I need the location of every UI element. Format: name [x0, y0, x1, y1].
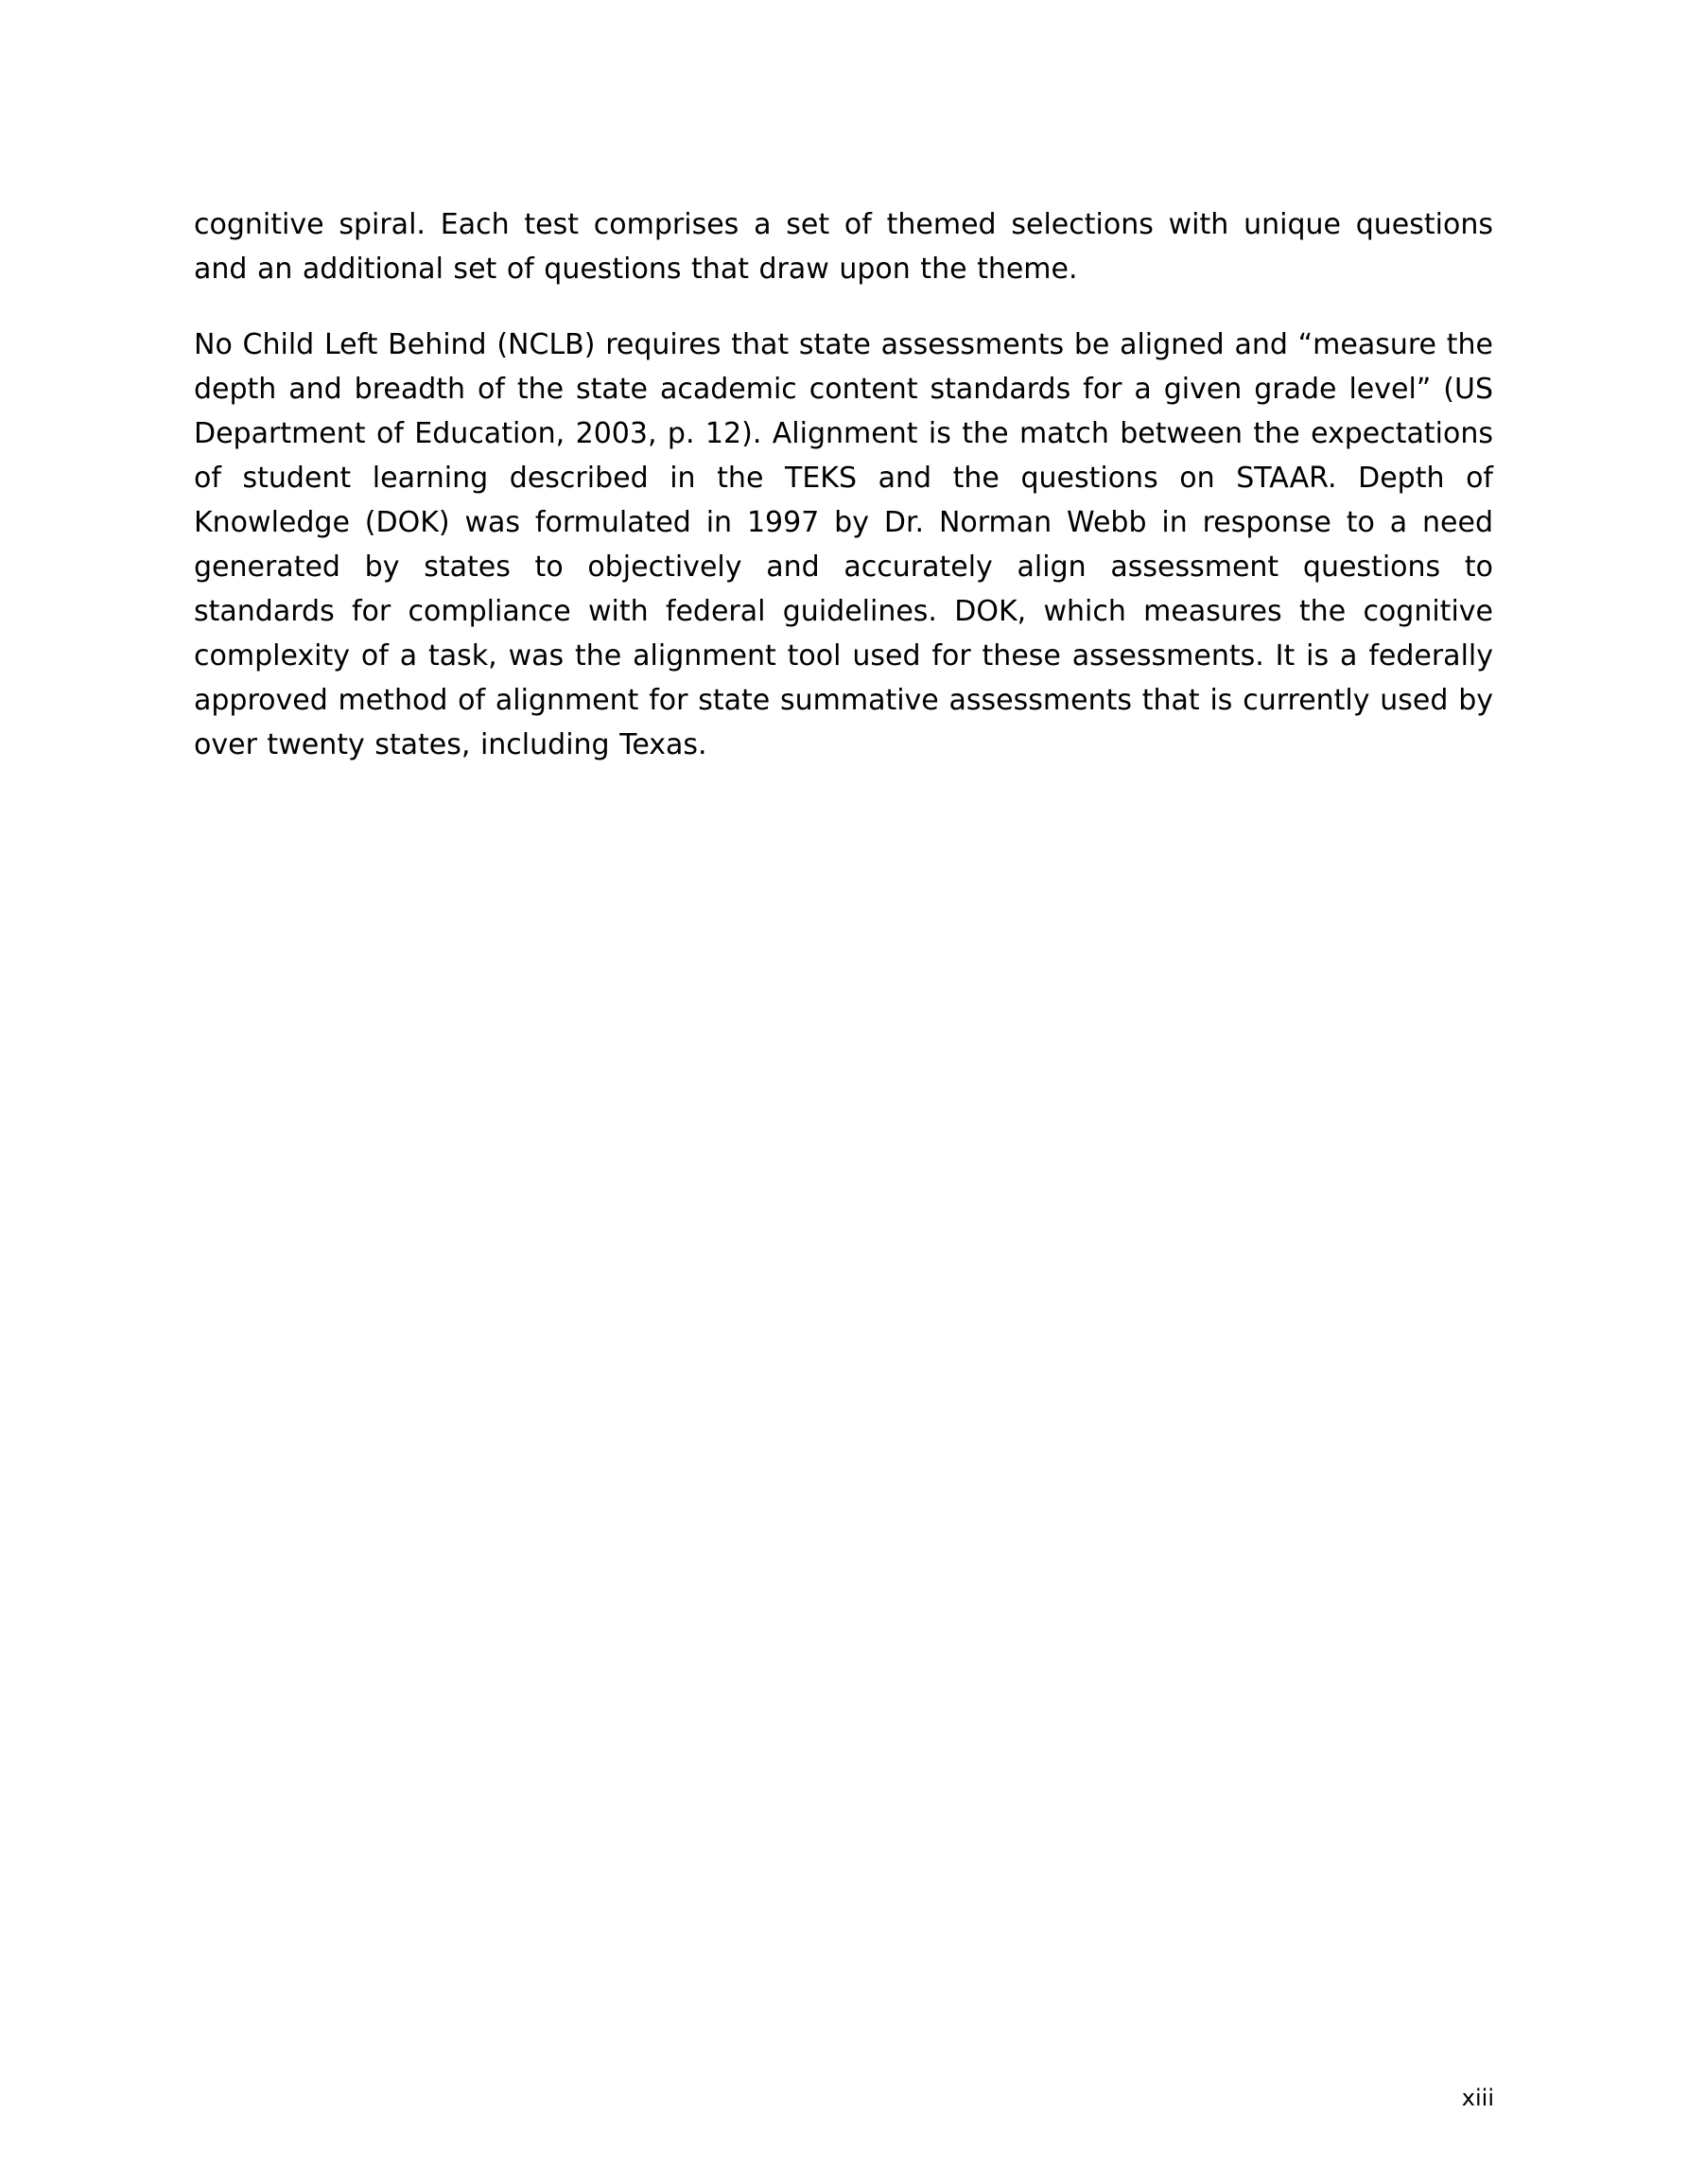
paragraph-nclb-alignment: No Child Left Behind (NCLB) requires that state assessments be aligned and “measure the depth and breadth of the state academic content standards for a given grade level” (US Department of Education, 2003, p. 12). Alignment is the match between the expectations of student learning described in the TEKS and the questions on STAAR. Depth of Knowledge (DOK) was formulated in 1997 by Dr. Norman Webb in response to a need generated by states to objectively and accurately align assessment questions to standards for compliance with federal guidelines. DOK, which measures the cognitive complexity of a task, was the alignment tool used for these assessments. It is a federally approved method of alignment for state summative assessments that is currently used by over twenty states, including Texas. — [194, 328, 1493, 761]
body-text — [194, 202, 1493, 798]
paragraph-continuation: cognitive spiral. Each test comprises a set of themed selections with unique questions and an additional set of questions that draw upon the theme. — [194, 208, 1493, 286]
page-number: xiii — [1461, 2085, 1494, 2111]
